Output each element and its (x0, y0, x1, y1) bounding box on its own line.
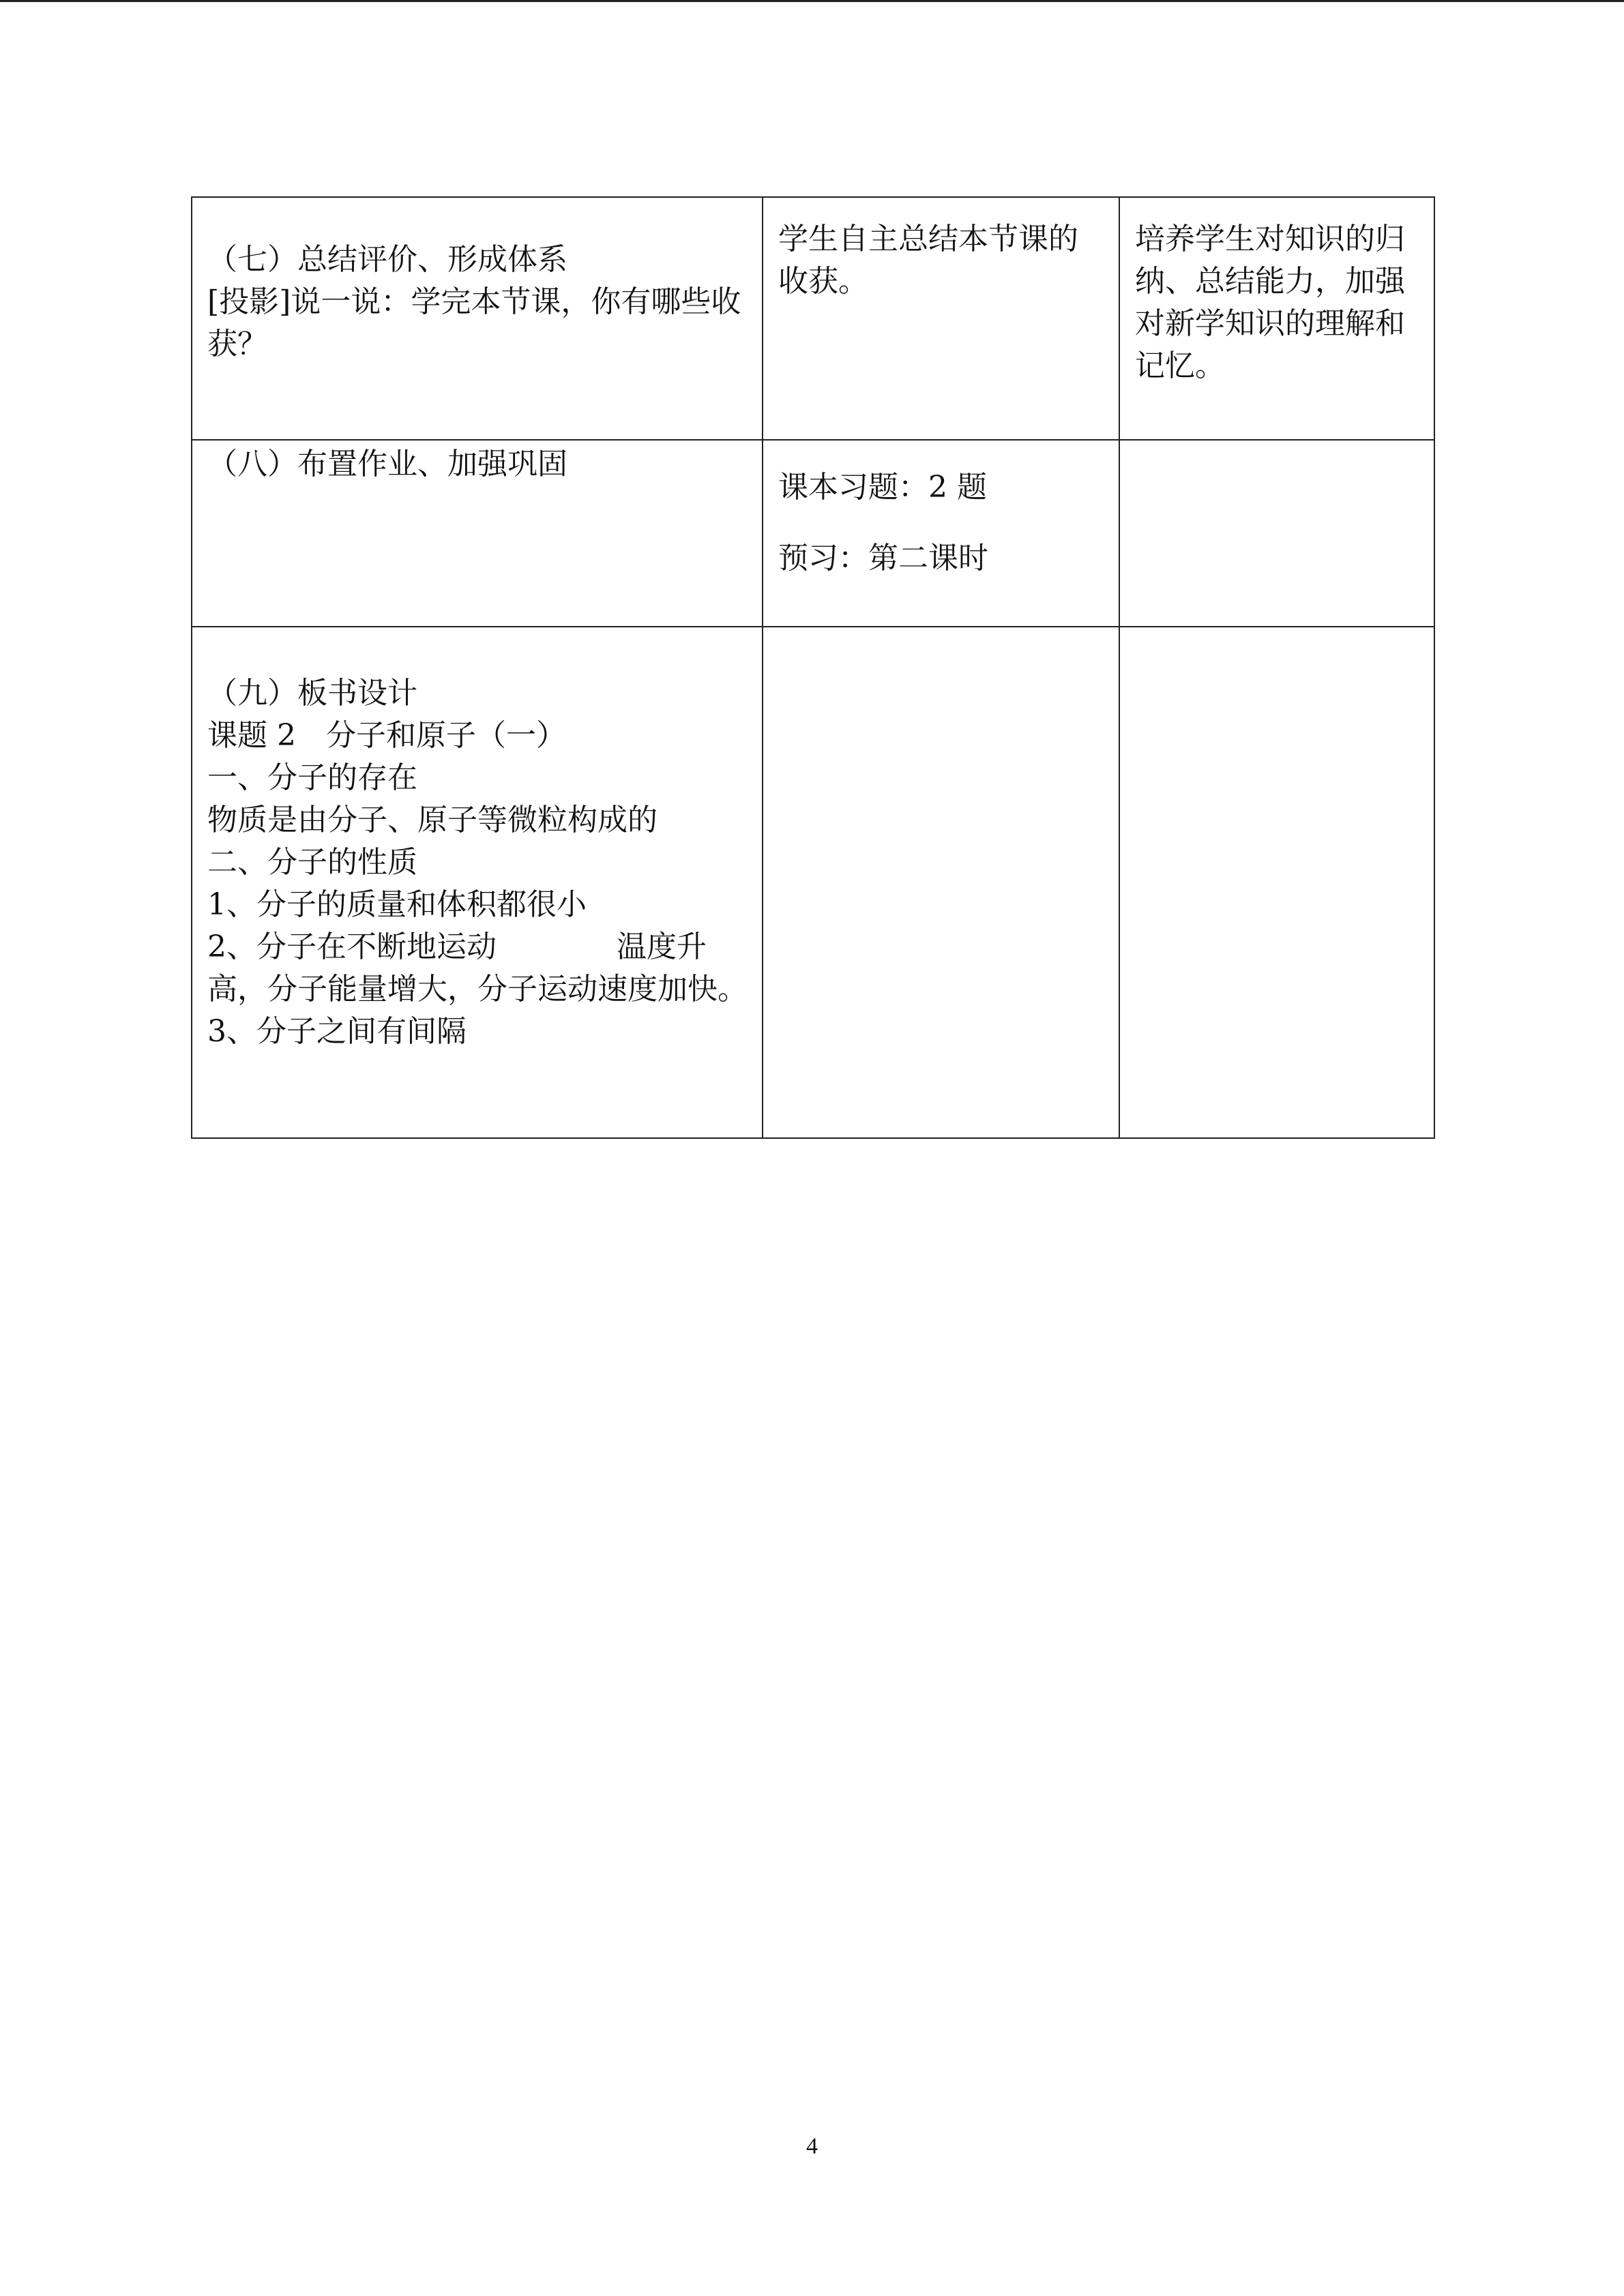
cell-text: 物质是由分子、原子等微粒构成的 (207, 803, 658, 837)
cell-text: 2、分子在不断地运动 温度升高，分子能量增大，分子运动速度加快。 (207, 929, 748, 1007)
cell-text: 3、分子之间有间隔 (207, 1014, 467, 1049)
cell-text: 学生自主总结本节课的收获。 (778, 222, 1078, 299)
section-heading: （八）布置作业、加强巩固 (207, 447, 567, 481)
teaching-activity-cell (192, 440, 763, 627)
student-activity-cell (763, 440, 1119, 627)
cell-text: 二、分子的性质 (207, 845, 417, 880)
section-heading: （九）板书设计 (207, 676, 417, 711)
cell-text: 预习：第二课时 (778, 541, 988, 576)
top-border-line (0, 0, 1624, 2)
teaching-activity-cell (192, 197, 763, 440)
student-activity-cell (763, 197, 1119, 440)
blackboard-design-cell (192, 627, 763, 1138)
table-row (192, 440, 1434, 627)
cell-text: 课题 2 分子和原子（一） (207, 718, 566, 753)
cell-text: 培养学生对知识的归纳、总结能力，加强对新学知识的理解和记忆。 (1135, 222, 1405, 383)
table-row (192, 627, 1434, 1138)
table-row (192, 197, 1434, 440)
cell-text: 课本习题：2 题 (778, 470, 987, 505)
design-intent-cell (1119, 440, 1434, 627)
design-intent-cell (1119, 197, 1434, 440)
design-intent-cell (1119, 627, 1434, 1138)
cell-text: 1、分子的质量和体积都很小 (207, 887, 587, 922)
lesson-plan-table (191, 196, 1435, 1139)
page-number: 4 (806, 2134, 818, 2159)
student-activity-cell (763, 627, 1119, 1138)
cell-text: 一、分子的存在 (207, 760, 417, 795)
section-heading: （七）总结评价、形成体系 (207, 242, 567, 277)
cell-text: [投影]说一说：学完本节课，你有哪些收获？ (207, 284, 741, 361)
